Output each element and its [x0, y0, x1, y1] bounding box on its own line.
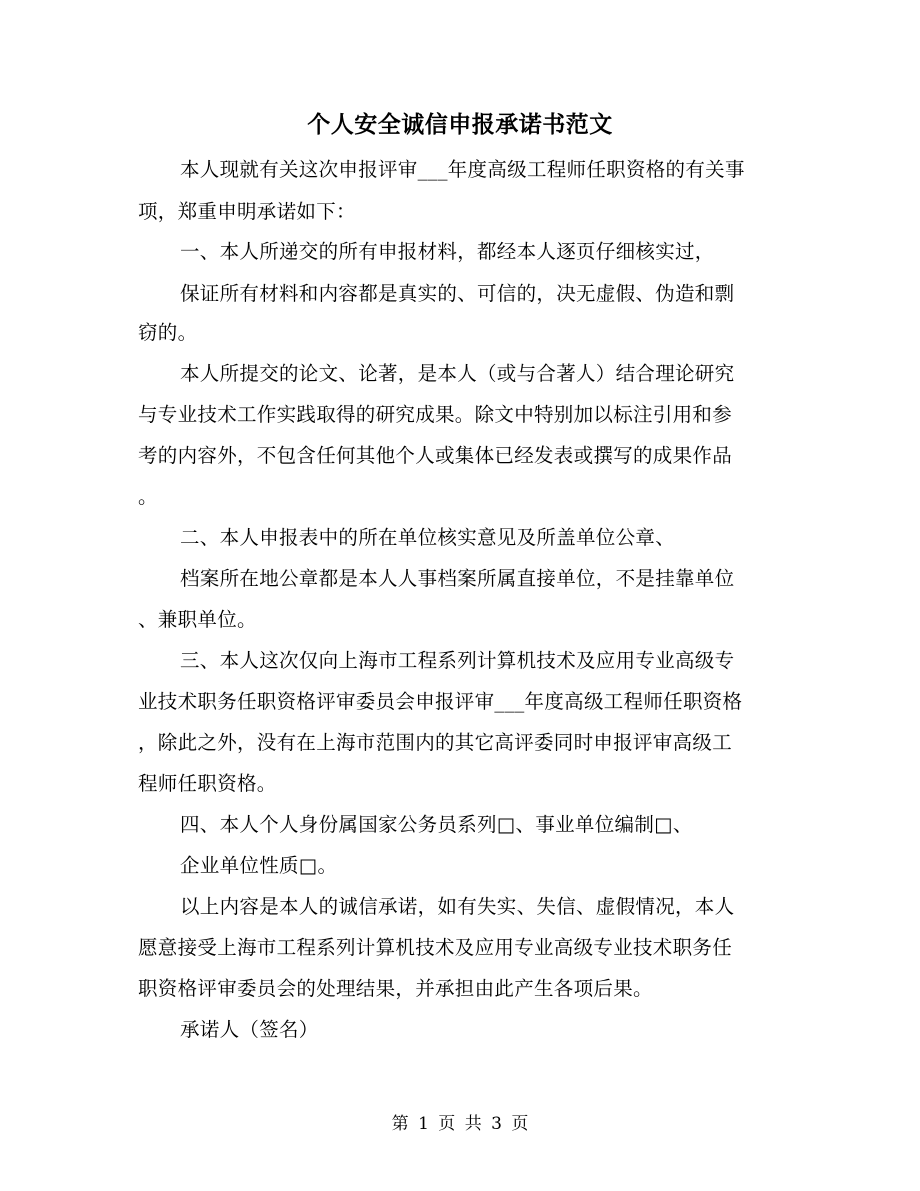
body-line: 、兼职单位。: [138, 608, 257, 631]
body-line: 本人所提交的论文、论著，是本人（或与合著人）结合理论研究: [180, 362, 735, 385]
page-number: 第 1 页 共 3 页: [391, 1114, 529, 1134]
body-line: ，除此之外，没有在上海市范围内的其它高评委同时申报评审高级工: [138, 731, 733, 754]
body-line: 档案所在地公章都是本人人事档案所属直接单位，不是挂靠单位: [180, 567, 735, 590]
body-line: 业技术职务任职资格评审委员会申报评审___年度高级工程师任职资格: [138, 690, 743, 713]
body-line: 程师任职资格。: [138, 772, 277, 795]
document-title: 个人安全诚信申报承诺书范文: [307, 111, 613, 138]
body-line: 本人现就有关这次申报评审___年度高级工程师任职资格的有关事: [180, 158, 745, 181]
body-line: 以上内容是本人的诚信承诺，如有失实、失信、虚假情况，本人: [180, 895, 735, 918]
body-line: 二、本人申报表中的所在单位核实意见及所盖单位公章、: [180, 526, 676, 549]
body-line: 考的内容外，不包含任何其他个人或集体已经发表或撰写的成果作品: [138, 444, 733, 467]
body-line: 一、本人所递交的所有申报材料，都经本人逐页仔细核实过，: [180, 240, 715, 263]
body-line: 职资格评审委员会的处理结果，并承担由此产生各项后果。: [138, 977, 653, 1000]
body-line: 保证所有材料和内容都是真实的、可信的，决无虚假、伪造和剽: [180, 282, 735, 305]
body-line: 窃的。: [138, 321, 198, 344]
body-line: 愿意接受上海市工程系列计算机技术及应用专业高级专业技术职务任: [138, 936, 733, 959]
body-line: 企业单位性质□。: [180, 854, 338, 877]
body-line: 。: [138, 485, 158, 508]
body-line: 项，郑重申明承诺如下：: [138, 200, 356, 223]
signature-label: 承诺人（签名）: [180, 1018, 319, 1041]
body-line: 三、本人这次仅向上海市工程系列计算机技术及应用专业高级专: [180, 649, 735, 672]
body-line: 与专业技术工作实践取得的研究成果。除文中特别加以标注引用和参: [138, 403, 733, 426]
body-line: 四、本人个人身份属国家公务员系列□、事业单位编制□、: [180, 813, 693, 836]
